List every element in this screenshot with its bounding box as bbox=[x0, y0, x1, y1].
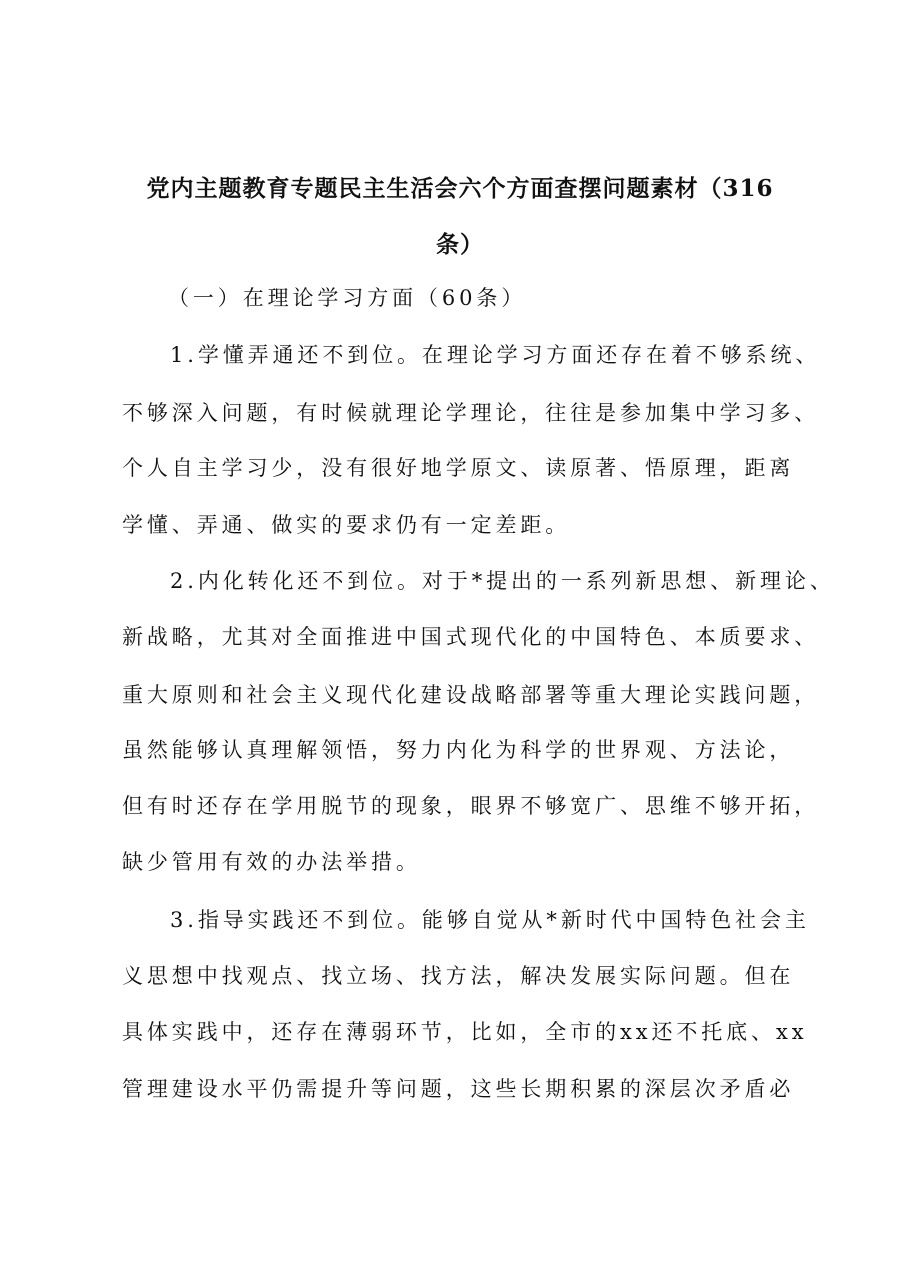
paragraph-line: 1.学懂弄通还不到位。在理论学习方面还存在着不够系统、 bbox=[170, 343, 821, 367]
paragraph-line: 虽然能够认真理解领悟，努力内化为科学的世界观、方法论， bbox=[122, 738, 795, 762]
paragraph-line: 管理建设水平仍需提升等问题，这些长期积累的深层次矛盾必 bbox=[122, 1077, 795, 1101]
paragraph-line: 3.指导实践还不到位。能够自觉从*新时代中国特色社会主 bbox=[170, 908, 810, 932]
document-title-line-1: 党内主题教育专题民主生活会六个方面查摆问题素材（316 bbox=[146, 175, 774, 202]
paragraph-line: 个人自主学习少，没有很好地学原文、读原著、悟原理，距离 bbox=[122, 456, 795, 480]
document-title-line-2: 条） bbox=[436, 231, 484, 258]
paragraph-line: 不够深入问题，有时候就理论学理论，往往是参加集中学习多、 bbox=[122, 401, 820, 425]
paragraph-line: 具体实践中，还存在薄弱环节，比如，全市的xx还不托底、xx bbox=[122, 1020, 808, 1044]
paragraph-line: 新战略，尤其对全面推进中国式现代化的中国特色、本质要求、 bbox=[122, 625, 820, 649]
paragraph-line: 2.内化转化还不到位。对于*提出的一系列新思想、新理论、 bbox=[170, 569, 835, 593]
section-heading: （一）在理论学习方面（60条） bbox=[168, 286, 527, 310]
paragraph-line: 缺少管用有效的办法举措。 bbox=[122, 850, 421, 874]
paragraph-line: 义思想中找观点、找立场、找方法，解决发展实际问题。但在 bbox=[122, 964, 795, 988]
paragraph-line: 但有时还存在学用脱节的现象，眼界不够宽广、思维不够开拓， bbox=[122, 794, 820, 818]
paragraph-line: 学懂、弄通、做实的要求仍有一定差距。 bbox=[122, 513, 571, 537]
paragraph-line: 重大原则和社会主义现代化建设战略部署等重大理论实践问题， bbox=[122, 683, 820, 707]
